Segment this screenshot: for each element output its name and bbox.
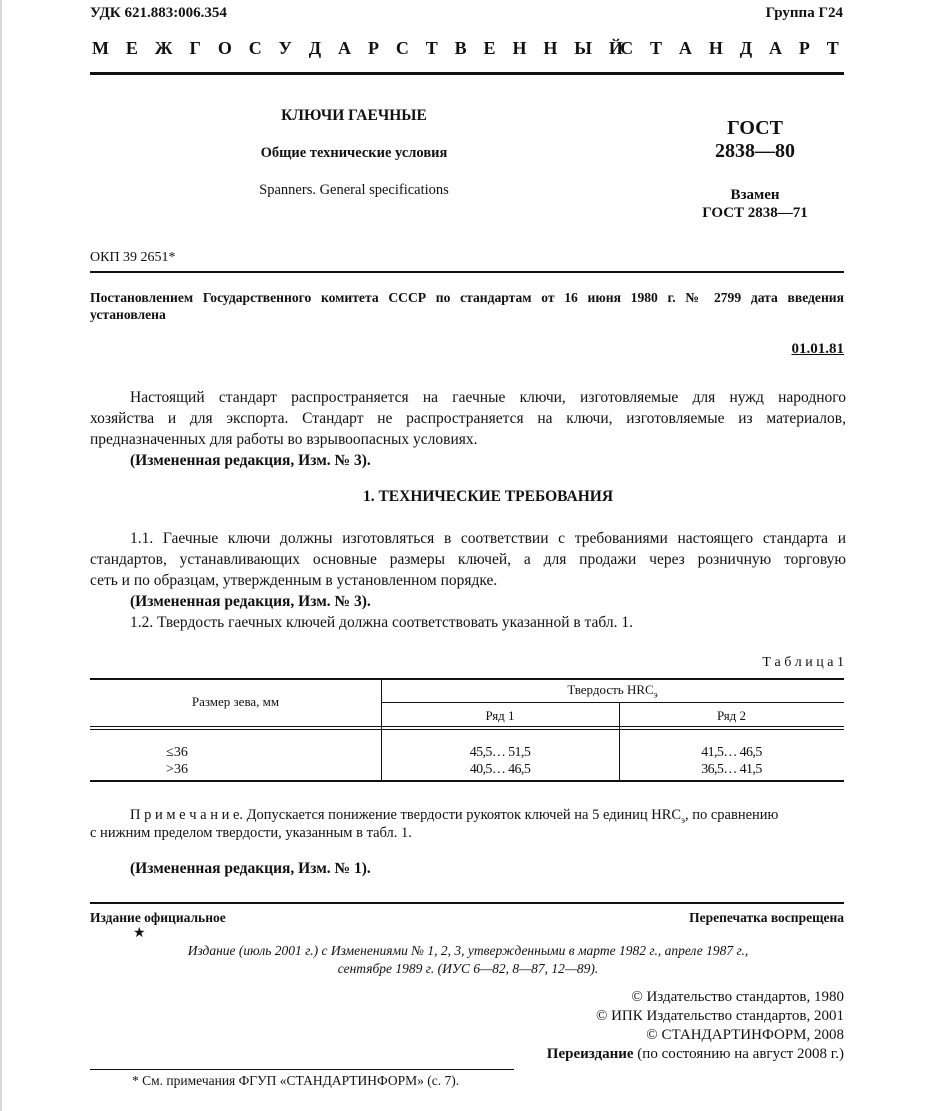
- table-subheader-rule: [381, 702, 844, 703]
- table-row-1-r1: 45,5… 51,5: [469, 745, 531, 760]
- replaces-number: ГОСТ 2838—71: [702, 205, 808, 221]
- intro-line-3: предназначенных для работы во взрывоопасных условиях.: [90, 431, 478, 448]
- table-row-2-r1: 40,5… 46,5: [469, 762, 531, 777]
- effective-date: 01.01.81: [791, 341, 844, 357]
- clause-1-1-line-1: 1.1. Гаечные ключи должны изготовляться в соответствии с требованиями настоящего стандарта и: [130, 530, 846, 547]
- document-title: КЛЮЧИ ГАЕЧНЫЕ: [281, 107, 427, 124]
- table-top-rule: [90, 678, 844, 680]
- header-rule: [90, 72, 844, 75]
- page-edge: [0, 0, 2, 1111]
- clause-1-1: [90, 528, 846, 633]
- note-line-2: с нижним пределом твердости, указанным в табл. 1.: [90, 825, 412, 841]
- footnote: * См. примечания ФГУП «СТАНДАРТИНФОРМ» (с. 7).: [132, 1073, 460, 1088]
- replaces-label: Взамен: [730, 187, 780, 203]
- decree-line-1: Постановлением Государственного комитета СССР по стандартам от 16 июня 1980 г. № 2799 дата введения: [90, 290, 844, 305]
- clause-1-2: 1.2. Твердость гаечных ключей должна соответствовать указанной в табл. 1.: [130, 614, 634, 631]
- document-subtitle: Общие технические условия: [260, 145, 448, 161]
- column-header-row-2: Ряд 2: [716, 708, 747, 723]
- table-row-1-size: ≤36: [166, 745, 188, 760]
- banner-interstate: М Е Ж Г О С У Д А Р С Т В Е Н Н Ы Й: [92, 38, 630, 58]
- note-text-b: , по сравнению: [684, 807, 779, 823]
- table-caption: Т а б л и ц а 1: [762, 655, 844, 670]
- udc-code: УДК 621.883:006.354: [90, 5, 227, 21]
- table-row-1-r2: 41,5… 46,5: [701, 745, 762, 760]
- reissue-line: [547, 1046, 844, 1063]
- group-code: Группа Г24: [765, 5, 843, 21]
- note-text-a: . Допускается понижение твердости рукояток ключей на 5 единиц HRC: [239, 807, 682, 823]
- table-header-rule-b: [90, 729, 844, 730]
- star-icon: ★: [133, 926, 146, 941]
- okp-rule: [90, 271, 844, 273]
- amendment-note-2: (Измененная редакция, Изм. № 3).: [130, 593, 371, 610]
- clause-1-1-line-3: сеть и по образцам, утвержденным в установленном порядке.: [90, 572, 498, 589]
- amendment-note-3: (Измененная редакция, Изм. № 1).: [130, 860, 371, 877]
- intro-line-2: хозяйства и для экспорта. Стандарт не распространяется на ключи, изготовляемые из материалов,: [90, 410, 846, 427]
- banner-standard: С Т А Н Д А Р Т: [620, 38, 845, 58]
- note-label: П р и м е ч а н и е: [130, 807, 240, 823]
- table-row-2-size: >36: [166, 762, 188, 777]
- edition-line-2: сентябре 1989 г. (ИУС 6—82, 8—87, 12—89).: [337, 961, 599, 976]
- footer-rule: [90, 902, 844, 904]
- table-bottom-rule: [90, 780, 844, 782]
- reprint-forbidden: Перепечатка воспрещена: [689, 910, 844, 925]
- column-header-row-1: Ряд 1: [485, 708, 515, 723]
- copyright-2008: © СТАНДАРТИНФОРМ, 2008: [646, 1027, 844, 1043]
- amendment-note-1: (Измененная редакция, Изм. № 3).: [130, 452, 371, 469]
- intro-line-1: Настоящий стандарт распространяется на гаечные ключи, изготовляемые для нужд народного: [130, 389, 846, 406]
- gost-number: 2838—80: [715, 140, 795, 162]
- table-header-rule-a: [90, 726, 844, 727]
- intro-paragraph: [90, 387, 846, 471]
- reissue-label: Переиздание: [546, 1046, 634, 1062]
- column-header-hardness-sub: э: [653, 689, 658, 700]
- section-title: 1. ТЕХНИЧЕСКИЕ ТРЕБОВАНИЯ: [362, 488, 614, 505]
- copyright-1980: © Издательство стандартов, 1980: [631, 989, 844, 1005]
- reissue-date: (по состоянию на август 2008 г.): [633, 1046, 844, 1062]
- okp-code: ОКП 39 2651*: [90, 250, 176, 265]
- official-edition: Издание официальное: [90, 910, 226, 925]
- decree-line-2: установлена: [90, 307, 166, 322]
- english-title: Spanners. General specifications: [259, 182, 449, 198]
- clause-1-1-line-2: стандартов, устанавливающих основные размеры ключей, а для продажи через розничную торговую: [90, 551, 846, 568]
- table-row-2-r2: 36,5… 41,5: [701, 762, 762, 777]
- column-header-hardness-text: Твердость HRC: [567, 682, 654, 697]
- table-note: [130, 807, 844, 825]
- copyright-2001: © ИПК Издательство стандартов, 2001: [595, 1008, 844, 1024]
- column-header-hardness: [381, 682, 844, 700]
- note-sub: э: [681, 814, 685, 825]
- edition-line-1: Издание (июль 2001 г.) с Изменениями № 1, 2, 3, утвержденными в марте 1982 г., апреле 1987 г.,: [187, 943, 749, 958]
- footnote-rule: [90, 1069, 514, 1070]
- column-header-size: Размер зева, мм: [191, 694, 280, 709]
- gost-label: ГОСТ: [727, 117, 783, 139]
